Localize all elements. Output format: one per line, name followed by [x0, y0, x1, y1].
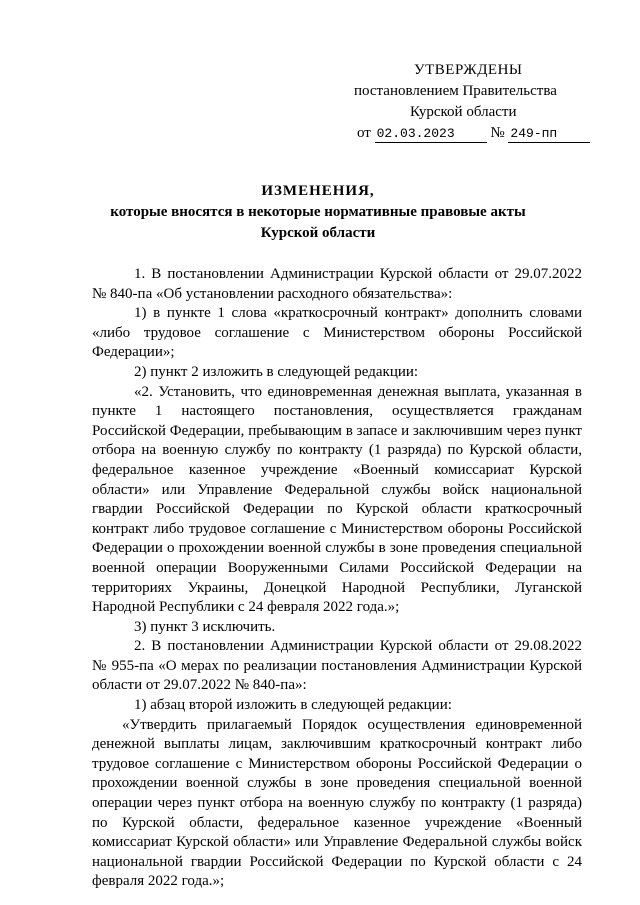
paragraph-5: 3) пункт 3 исключить.	[134, 618, 276, 635]
paragraph-4: «2. Установить, что единовременная денежная выплата, указанная в пункте 1 настоящего постановления, осуществляется гражданам Российской Федерации, пребывающим в запасе и заключившим через пункт отбора на военную службу по контракту (1 разряда) по Курской области, федеральное казенное учреждение «Военный комиссариат Курской области» или Управление Федеральной службы войск национальной гвардии Российской Федерации по Курской области краткосрочный контракт либо трудовое соглашение с Министерством обороны Российской Федерации о прохождении военной службы в зоне проведения специальной военной операции Вооруженными Силами Российской Федерации на территориях Украины, Донецкой Народной Республики, Луганской Народной Республики с 24 февраля 2022 года.»;	[92, 383, 582, 616]
number-label: №	[490, 125, 505, 141]
from-label: от	[357, 125, 371, 141]
approval-date: 02.03.2023	[375, 126, 487, 143]
paragraph-3: 2) пункт 2 изложить в следующей редакции:	[134, 363, 419, 380]
paragraph-6: 2. В постановлении Администрации Курской области от 29.08.2022 № 955-па «О мерах по реализации постановления Администрации Курской области от 29.07.2022 № 840-па»:	[92, 638, 582, 694]
paragraph-2: 1) в пункте 1 слова «краткосрочный контракт» дополнить словами «либо трудовое соглашение с Министерством обороны Российской Федерации»;	[92, 305, 582, 361]
paragraph-7: 1) абзац второй изложить в следующей редакции:	[134, 697, 452, 714]
paragraph-1: 1. В постановлении Администрации Курской области от 29.07.2022 № 840-па «Об установлении расходного обязательства»:	[92, 266, 582, 302]
approval-heading: УТВЕРЖДЕНЫ	[414, 62, 523, 78]
title-line-3: Курской области	[260, 225, 376, 241]
approval-region: Курской области	[410, 104, 517, 120]
document-body	[92, 265, 582, 892]
title-line-1: ИЗМЕНЕНИЯ,	[261, 183, 375, 199]
approval-number-line	[352, 123, 582, 144]
title-line-2: которые вносятся в некоторые нормативные правовые акты	[110, 204, 526, 220]
approval-stamp	[352, 60, 582, 144]
document-title	[88, 181, 548, 244]
paragraph-8: «Утвердить прилагаемый Порядок осуществления единовременной денежной выплаты лицам, заключившим краткосрочный контракт либо трудовое соглашение с Министерством обороны Российской Федерации о прохождении военной службы в зоне проведения специальной военной операции через пункт отбора на военную службу по контракту (1 разряда) по Курской области, федеральное казенное учреждение «Военный комиссариат Курской области» или Управление Федеральной службы войск национальной гвардии Российской Федерации по Курской области с 24 февраля 2022 года.»;	[92, 716, 582, 890]
approval-number: 249-пп	[508, 126, 590, 143]
approval-issuer: постановлением Правительства	[354, 83, 557, 99]
